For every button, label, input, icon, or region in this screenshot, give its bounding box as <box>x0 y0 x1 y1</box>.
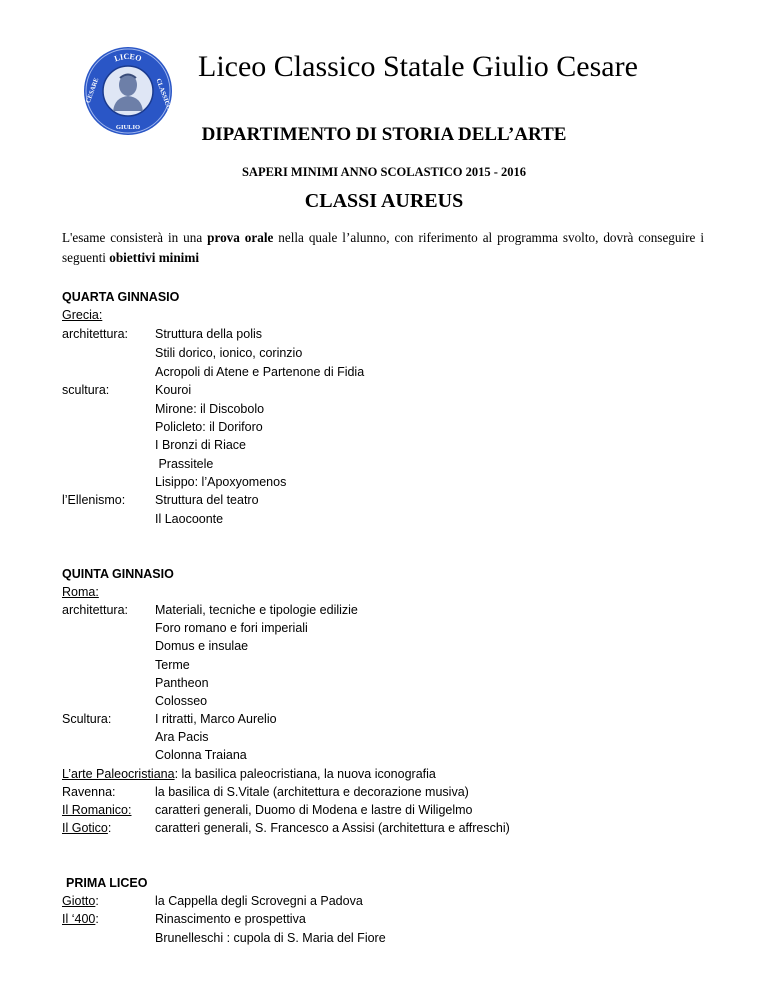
topic-text: Brunelleschi : cupola di S. Maria del Fiore <box>155 931 386 945</box>
topic-colon: : <box>107 821 112 835</box>
list-item: Terme <box>155 658 190 672</box>
logo-text-top: LICEO <box>113 51 143 64</box>
region-label: Grecia: <box>62 308 103 322</box>
topic-label: Il Romanico: <box>62 803 132 817</box>
topic-text: caratteri generali, Duomo di Modena e lastre di Wiligelmo <box>155 803 473 817</box>
document-subtitle: SAPERI MINIMI ANNO SCOLASTICO 2015 - 2016 <box>241 165 527 179</box>
list-item: Struttura del teatro <box>155 493 259 507</box>
list-item: Materiali, tecniche e tipologie edilizie <box>155 603 358 617</box>
intro-text-1: L'esame consisterà in una <box>62 230 208 245</box>
list-item: Mirone: il Discobolo <box>155 402 265 416</box>
topic-text: la Cappella degli Scrovegni a Padova <box>155 894 363 908</box>
list-item: Ara Pacis <box>155 730 209 744</box>
intro-paragraph <box>62 228 704 268</box>
topic-text: caratteri generali, S. Francesco a Assisi (architettura e affreschi) <box>155 821 510 835</box>
section-title-quinta: QUINTA GINNASIO <box>62 567 174 581</box>
region-label: Roma: <box>62 585 99 599</box>
intro-bold-1: prova orale <box>207 230 274 245</box>
category-label: Scultura: <box>62 712 112 726</box>
logo-text-right: CLASSICO <box>154 77 173 112</box>
list-item: Colonna Traiana <box>155 748 247 762</box>
classes-title: CLASSI AUREUS <box>304 190 464 212</box>
list-item: I ritratti, Marco Aurelio <box>155 712 277 726</box>
intro-bold-2: obiettivi minimi <box>109 250 199 265</box>
logo-text-bottom: GIULIO <box>115 124 141 131</box>
topic-text: Rinascimento e prospettiva <box>155 912 306 926</box>
section-title-quarta: QUARTA GINNASIO <box>62 290 180 304</box>
category-label: scultura: <box>62 383 110 397</box>
intro-text-2: nella quale l’alunno, con riferimento al programma svolto, dovrà conseguire i seguenti <box>62 230 704 265</box>
list-item: Prassitele <box>155 457 214 471</box>
topic-colon: : <box>95 912 99 926</box>
category-label: architettura: <box>62 327 129 341</box>
section-title-prima: PRIMA LICEO <box>66 876 148 890</box>
topic-label: L’arte Paleocristiana <box>62 767 175 781</box>
school-name: Liceo Classico Statale Giulio Cesare <box>198 50 638 83</box>
list-item: Lisippo: l’Apoxyomenos <box>155 475 287 489</box>
topic-label: Il ‘400 <box>62 912 96 926</box>
list-item: Stili dorico, ionico, corinzio <box>155 346 303 360</box>
logo-text-left: CESARE <box>84 76 101 105</box>
list-item: Colosseo <box>155 694 208 708</box>
category-label: l’Ellenismo: <box>62 493 126 507</box>
topic-colon: : <box>95 894 99 908</box>
list-item: Struttura della polis <box>155 327 263 341</box>
list-item: Acropoli di Atene e Partenone di Fidia <box>155 365 365 379</box>
list-item: Pantheon <box>155 676 209 690</box>
list-item: Il Laocoonte <box>155 512 224 526</box>
category-label: architettura: <box>62 603 129 617</box>
topic-text: : la basilica paleocristiana, la nuova iconografia <box>174 767 436 781</box>
list-item: Kouroi <box>155 383 192 397</box>
list-item: Domus e insulae <box>155 639 249 653</box>
topic-text: la basilica di S.Vitale (architettura e decorazione musiva) <box>155 785 469 799</box>
topic-label: Giotto <box>62 894 96 908</box>
list-item: Policleto: il Doriforo <box>155 420 263 434</box>
list-item: Foro romano e fori imperiali <box>155 621 308 635</box>
department-title: DIPARTIMENTO DI STORIA DELL’ARTE <box>201 124 567 145</box>
topic-label: Ravenna: <box>62 785 116 799</box>
topic-label: Il Gotico <box>62 821 108 835</box>
list-item: I Bronzi di Riace <box>155 438 247 452</box>
